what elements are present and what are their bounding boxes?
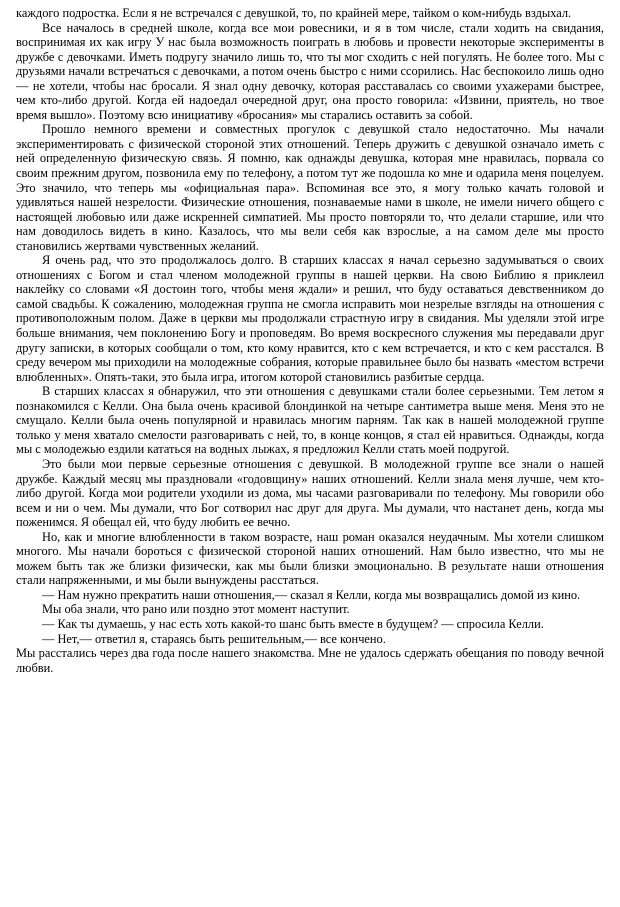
dialogue-line: — Как ты думаешь, у нас есть хоть какой-то шанс быть вместе в будущем? — спросила Келли. (42, 616, 544, 631)
paragraph: каждого подростка. Если я не встречался с девушкой, то, по крайней мере, тайком о ком-нибудь вздыхал. (16, 6, 572, 20)
paragraph: Мы оба знали, что рано или поздно этот момент наступит. (42, 602, 350, 617)
paragraph: Я очень рад, что это продолжалось долго. В старших классах я начал серьезно задумываться о своих отношениях с Богом и стал членом молодежной группы в нашей церкви. На свою Библию я приклеил наклейку со словами «Я достоин того, чтобы меня ждали» и решил, что буду оставаться девственником до самой свадьбы. К сожалению, молодежная группа не смогла исправить мои незрелые взгляды на отношения с противоположным полом. Даже в церкви мы продолжали страстную игру в свидания. Мы уделяли этой игре больше внимания, чем поклонению Богу и проповедям. Во время воскресного служения мы передавали друг другу записки, в которых сообщали о том, кто кому нравится, кто с кем встречается, и кто с кем расстался. В среду вечером мы приходили на молодежные собрания, которые правильнее было бы назвать «местом встречи влюбленных». Опять-таки, это была игра, итогом которой становились разбитые сердца. (16, 253, 604, 384)
dialogue-line: — Нет,— ответил я, стараясь быть решительным,— все кончено. (42, 631, 386, 646)
paragraph: В старших классах я обнаружил, что эти отношения с девушками стали более серьезными. Тем летом я познакомился с Келли. Она была очень красивой блондинкой на четыре сантиметра выше меня. Меня это не смущало. Келли была очень популярной и нравилась многим парням. Так как в нашей молодежной группе только у меня хватало смелости разговаривать с ней, то, в конце концов, я стал ей нравиться. Однажды, когда мы с молодежью ездили кататься на водных лыжах, я предложил Келли стать моей подругой. (16, 384, 604, 457)
dialogue-line: — Нам нужно прекратить наши отношения,— сказал я Келли, когда мы возвращались домой из кино. (42, 587, 581, 602)
paragraph: Все началось в средней школе, когда все мои ровесники, и я в том числе, стали ходить на свидания, воспринимая их как игру У нас была возможность поиграть в любовь и провести некоторые эксперименты в дружбе с девочками. Иметь подругу значило лишь то, что ты мог сходить с ней погулять. Не более того. Мы с друзьями начали встречаться с девочками, а потом очень быстро с ними ссорились. Нас беспокоило лишь одно — не хотели, чтобы нас бросали. Я знал одну девочку, которая расставалась со своими ухажерами быстрее, чем кто-либо другой. Когда ей надоедал очередной друг, она просто говорила: «Извини, приятель, но твое время вышло». Поэтому всю инициативу «бросания» мы старались оставить за собой. (16, 20, 604, 122)
paragraph: Но, как и многие влюбленности в таком возрасте, наш роман оказался неудачным. Мы хотели слишком многого. Мы начали бороться с физической стороной наших отношений. Нам было известно, что мы не можем быть так же близки физически, как мы были близки эмоционально. В результате наши отношения стали напряженными, и мы были вынуждены расстаться. (16, 529, 604, 588)
paragraph: Это были мои первые серьезные отношения с девушкой. В молодежной группе все знали о нашей дружбе. Каждый месяц мы праздновали «годовщину» наших отношений. Келли знала меня лучше, чем кто-либо другой. Когда мои родители уходили из дома, мы часами разговаривали по телефону. Мы говорили обо всем и ни о чем. Мы думали, что Бог сотворил нас друг для друга. Мы думали, что настанет день, когда мы поженимся. Я обещал ей, что буду любить ее вечно. (16, 456, 604, 530)
paragraph: Прошло немного времени и совместных прогулок с девушкой стало недостаточно. Мы начали экспериментировать с физической стороной этих отношений. Теперь дружить с девушкой означало иметь с ней определенную физическую связь. Я помню, как однажды девушка, которая мне нравилась, порвала со своим прежним другом, позвонила ему по телефону, а потом тут же подошла ко мне и одарила меня поцелуем. Это значило, что теперь мы «официальная пара». Вспоминая все это, я могу только качать головой и удивляться нашей незрелости. Физические отношения, познаваемые нами в школе, не имели ничего общего с настоящей любовью или даже искренней симпатией. Мы просто повторяли то, что делали старшие, или что нам доводилось видеть в кино. Казалось, что мы вели себя как взрослые, а на самом деле мы просто становились жертвами чувственных желаний. (16, 122, 604, 253)
paragraph: Мы расстались через два года после нашего знакомства. Мне не удалось сдержать обещания по поводу вечной любви. (16, 646, 604, 675)
